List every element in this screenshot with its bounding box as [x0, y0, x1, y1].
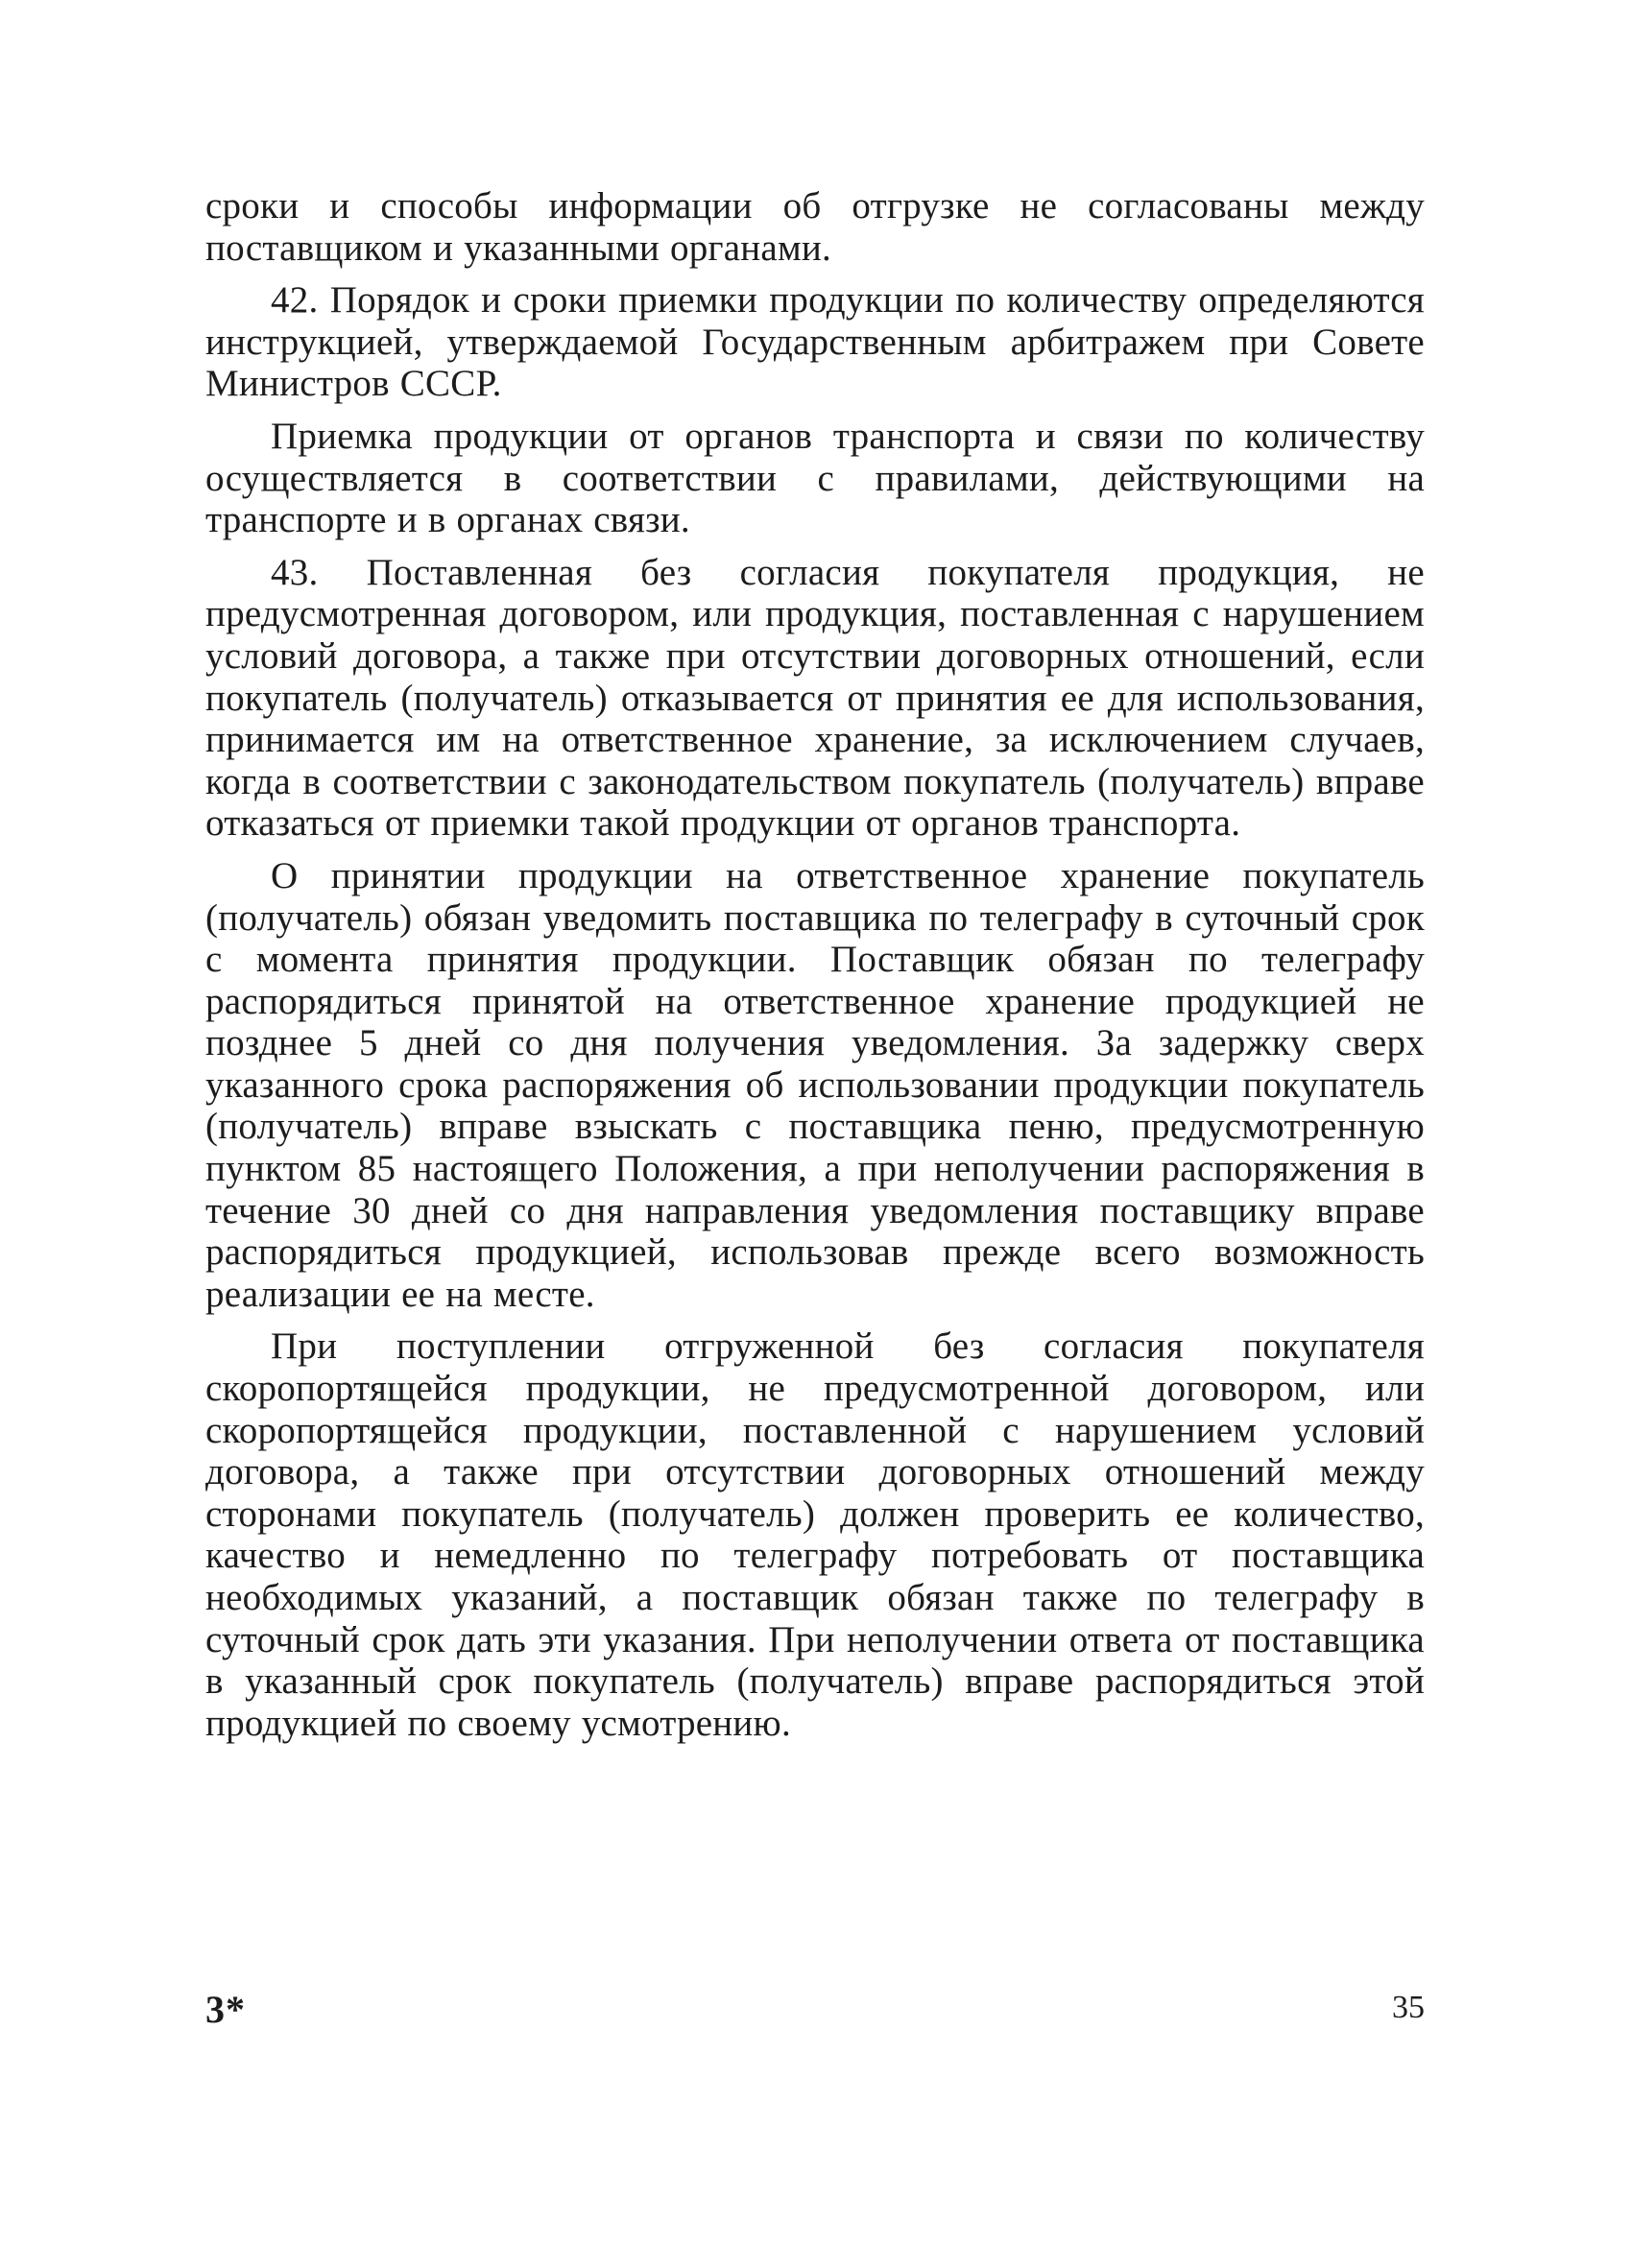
signature-mark: 3* [205, 1988, 246, 2031]
page-number: 35 [1392, 1990, 1425, 2025]
paragraph-clause-42: 42. Порядок и сроки приемки продукции по количеству определяются инструкцией, утверждаемой Государственным арбитражем при Совете Министров СССР. [205, 279, 1425, 405]
paragraph-continuation: сроки и способы информации об отгрузке не согласованы между поставщиком и указанными органами. [205, 185, 1425, 269]
paragraph-perishable-goods: При поступлении отгруженной без согласия покупателя скоропортящейся продукции, не предусмотренной договором, или скоропортящейся продукции, поставленной с нарушением условий договора, а также при отсутствии договорных отношений между сторонами покупатель (получатель) должен проверить ее количество, качество и немедленно по телеграфу потребовать от поставщика необходимых указаний, а поставщик обязан также по телеграфу в суточный срок дать эти указания. При неполучении ответа от поставщика в указанный срок покупатель (получатель) вправе распорядиться этой продукцией по своему усмотрению. [205, 1325, 1425, 1744]
body-text [205, 185, 1425, 1755]
paragraph-clause-43: 43. Поставленная без согласия покупателя продукция, не предусмотренная договором, или продукция, поставленная с нарушением условий договора, а также при отсутствии договорных отношений, если покупатель (получатель) отказывается от принятия ее для использования, принимается им на ответственное хранение, за исключением случаев, когда в соответствии с законодательством покупатель (получатель) вправе отказаться от приемки такой продукции от органов транспорта. [205, 551, 1425, 845]
paragraph-transport-acceptance: Приемка продукции от органов транспорта и связи по количеству осуществляется в соответствии с правилами, действующими на транспорте и в органах связи. [205, 415, 1425, 541]
paragraph-custody-notice: О принятии продукции на ответственное хранение покупатель (получатель) обязан уведомить поставщика по телеграфу в суточный срок с момента принятия продукции. Поставщик обязан по телеграфу распорядиться принятой на ответственное хранение продукцией не позднее 5 дней со дня получения уведомления. За задержку сверх указанного срока распоряжения об использовании продукции покупатель (получатель) вправе взыскать с поставщика пеню, предусмотренную пунктом 85 настоящего Положения, а при неполучении распоряжения в течение 30 дней со дня направления уведомления поставщику вправе распорядиться продукцией, использовав прежде всего возможность реализации ее на месте. [205, 854, 1425, 1315]
